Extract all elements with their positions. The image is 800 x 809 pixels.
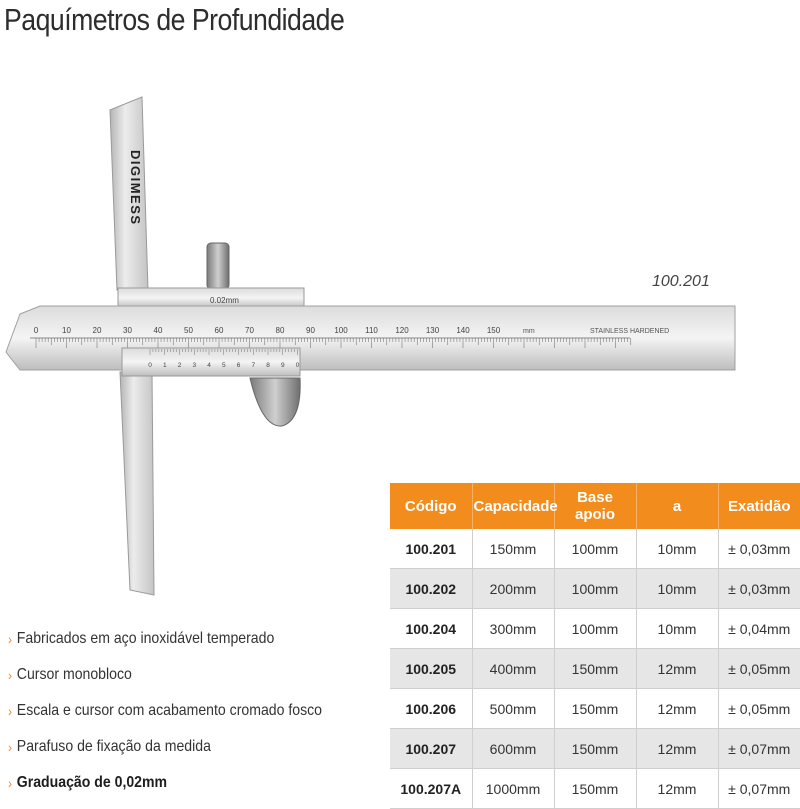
scale-number: 90	[306, 326, 315, 335]
vernier-number: 8	[266, 362, 270, 369]
table-cell: ± 0,05mm	[718, 689, 800, 729]
table-cell: ± 0,07mm	[718, 769, 800, 809]
cursor-graduation: 0.02mm	[210, 296, 239, 305]
table-row	[390, 729, 800, 769]
vernier-number: 0	[148, 362, 152, 369]
table-cell: 100.205	[390, 649, 472, 689]
vernier-number: 2	[177, 362, 182, 369]
bullet-icon: ›	[8, 631, 13, 647]
table-cell: 10mm	[636, 609, 718, 649]
vernier-number: 1	[162, 362, 167, 369]
scale-number: 130	[425, 326, 440, 335]
table-cell: 1000mm	[472, 769, 554, 809]
bullet-icon: ›	[8, 667, 13, 683]
thumb-wheel	[250, 378, 300, 426]
vernier-number: 4	[207, 362, 211, 369]
unit-mark: mm	[523, 328, 535, 335]
table-row	[390, 609, 800, 649]
table-row	[390, 769, 800, 809]
feature-item	[8, 628, 322, 664]
feature-item	[8, 736, 322, 772]
bullet-icon: ›	[8, 739, 13, 755]
feature-item	[8, 664, 322, 700]
table-cell: 500mm	[472, 689, 554, 729]
scale-number: 80	[275, 326, 285, 335]
table-cell: 400mm	[472, 649, 554, 689]
scale-number: 50	[184, 326, 193, 335]
table-cell: 100mm	[554, 609, 636, 649]
table-cell: ± 0,03mm	[718, 569, 800, 609]
feature-item	[8, 772, 322, 808]
column-header: Exatidão	[718, 483, 800, 529]
table-cell: ± 0,03mm	[718, 529, 800, 569]
table-cell: ± 0,05mm	[718, 649, 800, 689]
column-header: Código	[390, 483, 472, 529]
table-cell: 12mm	[636, 649, 718, 689]
vernier-number: 5	[221, 362, 226, 369]
table-cell: 100.201	[390, 529, 472, 569]
table-cell: 100mm	[554, 529, 636, 569]
table-cell: 150mm	[554, 649, 636, 689]
table-cell: 150mm	[554, 689, 636, 729]
table-cell: 600mm	[472, 729, 554, 769]
scale-number: 140	[456, 326, 470, 335]
table-cell: 12mm	[636, 729, 718, 769]
scale-number: 10	[62, 326, 71, 335]
table-cell: 150mm	[554, 729, 636, 769]
brand-logo: DIGIMESS	[128, 150, 143, 226]
table-row	[390, 689, 800, 729]
table-row	[390, 569, 800, 609]
table-cell: 150mm	[472, 529, 554, 569]
scale-number: 20	[92, 326, 102, 335]
table-cell: 10mm	[636, 529, 718, 569]
scale-number: 100	[334, 326, 348, 335]
table-cell: ± 0,04mm	[718, 609, 800, 649]
scale-number: 70	[245, 326, 254, 335]
vernier-number: 9	[280, 362, 285, 369]
table-body	[390, 529, 800, 809]
spec-table	[390, 483, 800, 809]
feature-item	[8, 700, 322, 736]
vernier-number: 0	[295, 362, 300, 369]
table-cell: 10mm	[636, 569, 718, 609]
scale-number: 120	[395, 326, 409, 335]
page-title: Paquímetros de Profundidade	[4, 2, 345, 37]
feature-text: Parafuso de fixação da medida	[16, 738, 211, 755]
table-cell: ± 0,07mm	[718, 729, 800, 769]
lower-jaw	[120, 372, 154, 595]
table-cell: 100.204	[390, 609, 472, 649]
feature-text: Escala e cursor com acabamento cromado fosco	[16, 702, 323, 719]
stainless-mark: STAINLESS HARDENED	[590, 328, 670, 335]
table-cell: 100.207	[390, 729, 472, 769]
table-cell: 12mm	[636, 769, 718, 809]
feature-list	[8, 628, 365, 808]
bullet-icon: ›	[8, 703, 13, 719]
scale-number: 110	[365, 326, 378, 335]
bullet-icon: ›	[8, 775, 13, 791]
table-cell: 100.206	[390, 689, 472, 729]
scale-number: 150	[486, 326, 501, 335]
feature-text: Fabricados em aço inoxidável temperado	[16, 630, 275, 647]
table-cell: 100.207A	[390, 769, 472, 809]
table-cell: 12mm	[636, 689, 718, 729]
feature-text: Graduação de 0,02mm	[16, 774, 168, 791]
locking-screw	[207, 243, 229, 289]
scale-number: 30	[123, 326, 132, 335]
table-cell: 100mm	[554, 569, 636, 609]
table-cell: 100.202	[390, 569, 472, 609]
vernier-number: 7	[251, 362, 256, 369]
feature-text: Cursor monobloco	[16, 666, 132, 683]
table-row	[390, 649, 800, 689]
scale-number: 60	[214, 326, 224, 335]
vernier-number: 3	[192, 362, 197, 369]
table-cell: 150mm	[554, 769, 636, 809]
vernier-number: 6	[236, 362, 241, 369]
table-cell: 300mm	[472, 609, 554, 649]
table-row	[390, 529, 800, 569]
scale-number: 40	[153, 326, 163, 335]
scale-number: 0	[33, 326, 39, 335]
column-header: a	[636, 483, 718, 529]
column-header: Base apoio	[554, 483, 636, 529]
model-label: 100.201	[652, 273, 710, 290]
table-header-row	[390, 483, 800, 529]
column-header: Capacidade	[472, 483, 554, 529]
table-cell: 200mm	[472, 569, 554, 609]
